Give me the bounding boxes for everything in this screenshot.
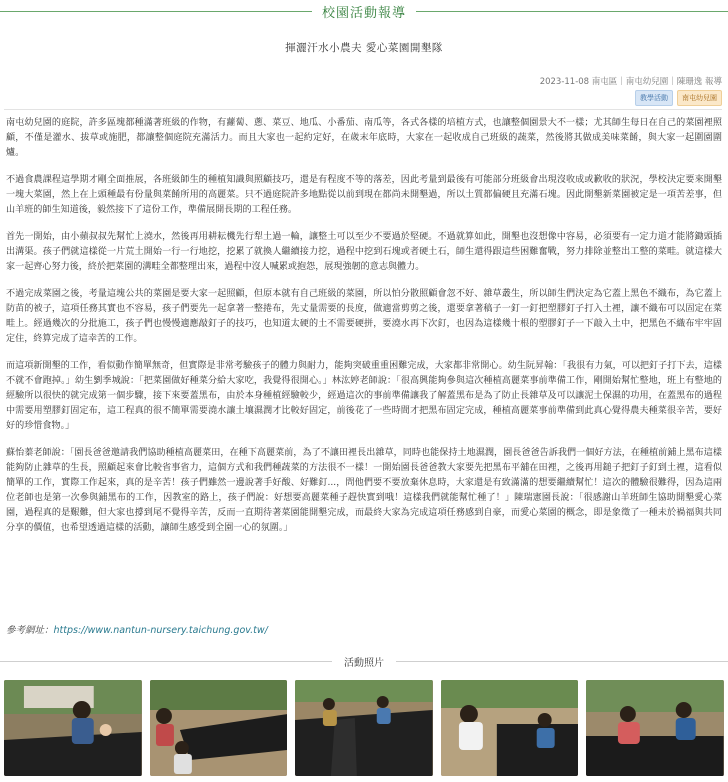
activity-photo-1[interactable] bbox=[4, 680, 142, 776]
tag-list bbox=[635, 90, 722, 106]
article-title: 揮灑汗水小農夫 愛心菜園開墾隊 bbox=[285, 42, 443, 54]
photos-title: 活動照片 bbox=[344, 657, 384, 669]
paragraph: 蘇怡蓁老師說：「園長爸爸邀請我們協助種植高麗菜田，在種下高麗菜前，為了不讓田裡長出雜草，同時也能保持土地濕潤，園長爸爸告訴我們一個好方法，在種植前鋪上黑布這樣能夠防止雜草的生長，照顧起來會比較省事省力，這個方式和我們種蔬菜的方法很不一樣！一開始園長爸爸教大家要先把黑布平舖在田裡，之後再用鎚子把釘子釘到土裡，這看似簡單的工作，實際工作起來，真的是辛苦！孩子們雖然一邊說著手好酸、好難釘...，問他們要不要放棄休息時，大家還是有致滿滿的想要繼續幫忙！這次的體驗很難得，因為這兩位老師也是第一次參與鋪黑布的工作，因教室的路上，孩子們說：好想要高麗菜種子趕快實到哦！這樣我們就能幫忙種了！」陳瑞憲園長說：「很感謝山羊班師生協助開墾愛心菜園，過程真的是艱難，但大家也撐到尾不覺得辛苦，反而一直期待著菜園能開墾完成，而最終大家為完成這項任務感到自豪，而愛心菜園的概念，即是象徵了一種未於禍福與共同分享的價值，也希望透過這樣的活動，讓師生感受到全園一心的氛圍。」 bbox=[6, 448, 722, 533]
activity-photo-3[interactable] bbox=[295, 680, 433, 776]
article-meta: 2023-11-08 南屯區｜南屯幼兒園｜陳珊逸 報導 bbox=[539, 77, 722, 87]
tag-teaching[interactable]: 教學活動 bbox=[635, 90, 673, 106]
activity-photo-2[interactable] bbox=[150, 680, 288, 776]
paragraph: 而這項新開墾的工作，看似動作簡單無奇，但實際是非常考驗孩子的體力與耐力，能夠突破重重困難完成，大家都非常開心。幼生阮昇翰：「我很有力氣，可以把釘子打下去，這樣不就不會跑掉。」幼生劉季城說：「把菜園做好種菜分給大家吃，我覺得很開心。」林汯婷老師說：「很高興能夠參與這次種植高麗菜事前準備工作，剛開始幫忙整地，班上有整地的經驗所以很快的就完成第一個步驟，接下來要蓋黑布，由於本身種植經驗較少，經過這次的事前準備讓我了解蓋黑布是為了防止長雜草及可以讓泥土保濕的功用，在蓋黑布的過程中需要用塑膠釘固定布，這工程真的很不簡單需要澆水讓土壤濕潤才比較好固定，前後花了一些時間才把黑布固定完成，種植高麗菜事前準備到此真心覺得農夫種菜很辛苦，要好好的珍惜食物。」 bbox=[6, 361, 722, 431]
header-rule-left bbox=[0, 11, 312, 12]
header-rule-right bbox=[416, 11, 728, 12]
photos-rule-right bbox=[396, 661, 728, 662]
reference-line bbox=[6, 622, 268, 636]
article-body bbox=[6, 116, 722, 548]
photo-gallery bbox=[4, 680, 724, 776]
section-header bbox=[0, 0, 728, 22]
reference-link[interactable]: https://www.nantun-nursery.taichung.gov.tw/ bbox=[53, 625, 268, 636]
activity-photo-4[interactable] bbox=[441, 680, 579, 776]
activity-photo-5[interactable] bbox=[586, 680, 724, 776]
section-title: 校園活動報導 bbox=[322, 5, 407, 21]
photos-header bbox=[0, 652, 728, 670]
divider bbox=[4, 109, 722, 110]
paragraph: 南屯幼兒園的庭院，許多區塊都種滿著班級的作物，有蘿蔔、蔥、菜豆、地瓜、小番茄、南瓜等，各式各樣的培植方式，也讓整個園景大不一樣；尤其師生每日在自己的菜園裡照顧，不僅是灌水、拔草或施肥，都讓整個庭院充滿活力。而且大家也一起約定好，在歲末年底時，大家在一起收成自己班級的蔬菜，然後將其做成美味菜餚，與大家一起圍園圍爐。 bbox=[6, 118, 722, 158]
paragraph: 首先一開始，由小蘋叔叔先幫忙上澆水，然後再用耕耘機先行犁土過一輪，讓整土可以至少不要過於堅硬。不過就算如此，開墾也沒想像中容易，必須要有一定力道才能將鋤頭插出溝渠。孩子們就這樣從一片荒土開始一行一行地挖，挖累了就換人繼續接力挖，過程中挖到石塊或者硬土石，師生還得跟這些困難奮戰，努力排除並整出工整的菜畦。就這樣大家一起齊心努力後，終於把菜園的溝畦全都整理出來，過程中沒人喊累或抱怨，展現強韌的意志與體力。 bbox=[6, 232, 722, 272]
paragraph: 不過食農課程這學期才剛全面推展，各班級師生的種植知識與照顧技巧，還是有程度不等的落差，因此考量到最後有可能部分班級會出現沒收成或歉收的狀況，學校決定要來開墾一塊大菜園，然上在上頭種最有份量與菜餚所用的高麗菜。只不過庭院許多地點從以前到現在都尚未開墾過，所以土質都偏硬且充滿石塊。因此開墾新菜園被定是一項苦差事，但山羊班的師生知道後，毅然接下了這份工作，準備展開長期的工程任務。 bbox=[6, 175, 722, 215]
photos-rule-left bbox=[0, 661, 332, 662]
paragraph: 不過完成菜園之後，考量這塊公共的菜園是要大家一起照顧，但原本就有自己班級的菜園，所以怕分散照顧會忽不好、雜草叢生，所以師生們決定為它蓋上黑色不織布，為它蓋上防苗的被子，這項任務其實也不容易，孩子們要先一起拿著一整捲布，先丈量需要的長度，做適當剪剪之後，還要拿著稿子一釘一釘把塑膠釘子打入土裡，讓不織布可以固定在菜畦上。經過幾次的分批施工，孩子們也慢慢適應敲釘子的技巧，也知道太硬的土不需要硬拼，要澆水再下次釘，也因為這樣幾十根的塑膠釘子一下敲入土中，把黑色不織布牢牢固定住，終算完成了這幸苦的工作。 bbox=[6, 289, 722, 344]
tag-school[interactable]: 南屯幼兒園 bbox=[677, 90, 722, 106]
reference-label: 參考網址： bbox=[6, 625, 54, 636]
